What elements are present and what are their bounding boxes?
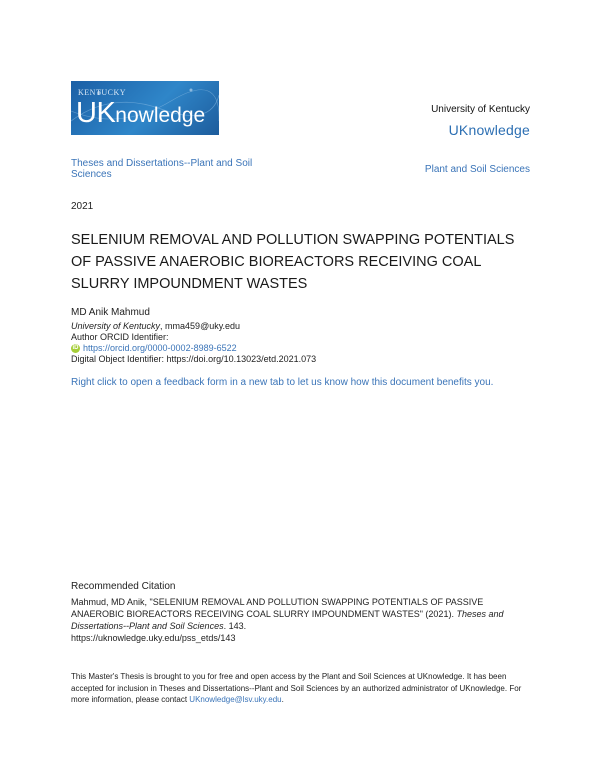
orcid-link[interactable] xyxy=(71,343,237,353)
department-link[interactable]: Plant and Soil Sciences xyxy=(424,164,530,175)
author-affiliation xyxy=(71,321,240,332)
publication-year: 2021 xyxy=(71,201,94,212)
author-name: MD Anik Mahmud xyxy=(71,307,150,318)
doi-identifier: Digital Object Identifier: https://doi.org/10.13023/etd.2021.073 xyxy=(71,354,317,364)
citation-number: . 143. xyxy=(223,621,247,631)
uknowledge-logo xyxy=(71,81,219,135)
citation-text xyxy=(71,596,531,644)
orcid-icon: iD xyxy=(72,344,79,351)
access-statement-text: This Master's Thesis is brought to you for free and open access by the Plant and Soil Sciences at UKnowledge. It has been accepted for inclusion in Theses and Dissertations--Plant and Soil Sciences by an authorized administrator of UKnowledge. For more information, please contact xyxy=(71,672,522,704)
citation-series: Theses and Dissertations--Plant and Soil Sciences xyxy=(71,609,504,631)
citation-heading: Recommended Citation xyxy=(71,581,176,592)
affiliation-name: University of Kentucky xyxy=(71,321,161,331)
orcid-label: Author ORCID Identifier: xyxy=(71,332,169,342)
author-email: , mma459@uky.edu xyxy=(160,321,241,331)
orcid-url[interactable]: https://orcid.org/0000-0002-8989-6522 xyxy=(83,343,237,353)
logo-wordmark: UKnowledge xyxy=(76,97,206,129)
access-statement-end: . xyxy=(281,695,284,704)
university-name: University of Kentucky xyxy=(431,104,530,115)
document-title: SELENIUM REMOVAL AND POLLUTION SWAPPING POTENTIALS OF PASSIVE ANAEROBIC BIOREACTORS RECEIVING COAL SLURRY IMPOUNDMENT WASTES xyxy=(71,232,515,292)
logo-kentucky-text: KENTUCKY xyxy=(78,88,126,97)
feedback-link[interactable]: Right click to open a feedback form in a new tab to let us know how this document benefits you. xyxy=(71,377,494,388)
citation-body: Mahmud, MD Anik, "SELENIUM REMOVAL AND POLLUTION SWAPPING POTENTIALS OF PASSIVE ANAEROBIC BIOREACTORS RECEIVING COAL SLURRY IMPOUNDMENT WASTES" (2021). xyxy=(71,597,484,619)
citation-url[interactable]: https://uknowledge.uky.edu/pss_etds/143 xyxy=(71,633,236,643)
collection-link[interactable]: Theses and Dissertations--Plant and Soil Sciences xyxy=(71,158,253,180)
access-statement xyxy=(71,671,531,706)
repository-link[interactable]: UKnowledge xyxy=(448,122,530,138)
contact-email-link[interactable]: UKnowledge@lsv.uky.edu xyxy=(189,695,282,704)
